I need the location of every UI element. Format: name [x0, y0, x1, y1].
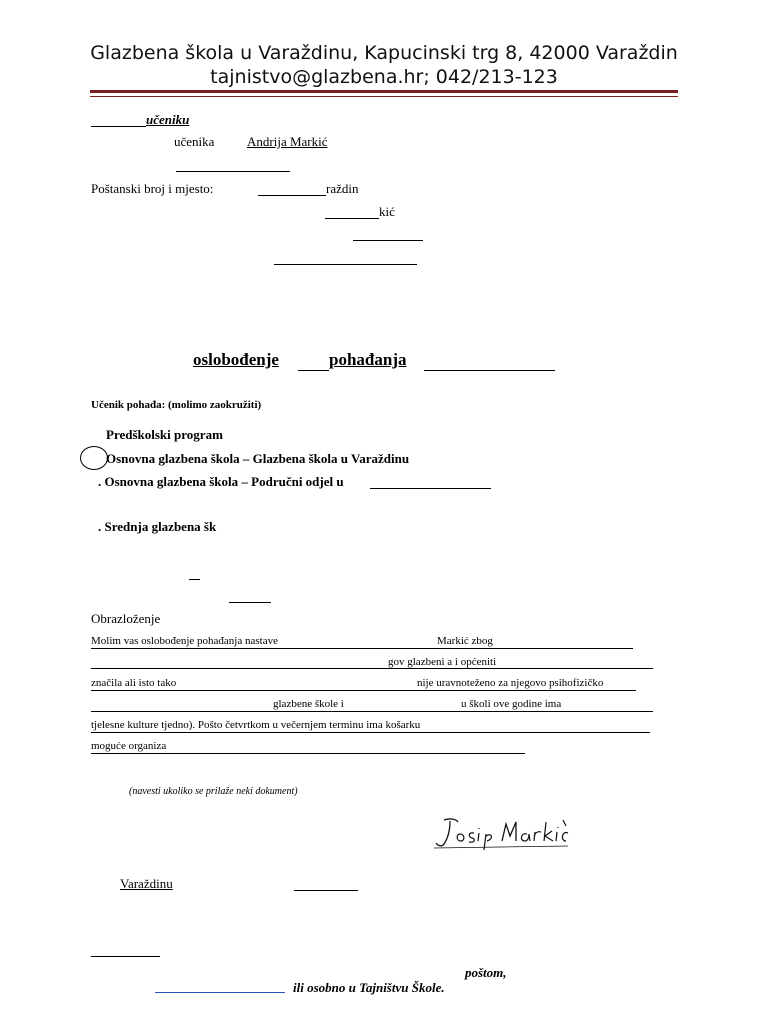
- blue-link-line: [155, 992, 285, 993]
- explanation-line-3b: nije uravnoteženo za njegovo psihofizičko: [417, 677, 604, 689]
- student-name-label: učenika: [174, 134, 215, 149]
- attachment-note: (navesti ukoliko se prilaže neki dokument): [129, 786, 298, 797]
- handwritten-signature: [430, 810, 570, 854]
- option-preschool: Predškolski program: [106, 427, 223, 442]
- blank-line: [189, 579, 200, 580]
- student-name-value: Andrija Markić: [247, 134, 328, 149]
- explanation-line-5: tjelesne kulture tjedno). Pošto četvrtkom u večernjem terminu ima košarku: [91, 719, 421, 731]
- option-secondary: . Srednja glazbena šk: [98, 519, 217, 534]
- title-underline: [424, 370, 555, 371]
- writing-line: [91, 690, 636, 691]
- explanation-line-2: gov glazbeni a i općeniti: [388, 656, 497, 668]
- header-address: Glazbena škola u Varaždinu, Kapucinski trg 8, 42000 Varaždin: [90, 42, 678, 64]
- header-divider-thin: [90, 96, 678, 97]
- student-heading: učeniku: [146, 112, 190, 127]
- explanation-heading: Obrazloženje: [91, 611, 161, 626]
- attendance-label: Učenik pohađa: (molimo zaokružiti): [91, 399, 262, 411]
- selection-circle: [80, 446, 108, 470]
- option-primary-branch: . Osnovna glazbena škola – Područni odjel u: [98, 474, 344, 489]
- header-divider: [90, 90, 678, 93]
- document-title-left: oslobođenje: [193, 350, 279, 369]
- blank-line: [229, 602, 271, 603]
- option-primary-main: Osnovna glazbena škola – Glazbena škola u Varaždinu: [106, 451, 410, 466]
- blank-line: [176, 171, 290, 172]
- explanation-line-3a: značila ali isto tako: [91, 677, 177, 689]
- date-line: [294, 890, 358, 891]
- blank-line: [91, 956, 160, 957]
- explanation-line-1a: Molim vas oslobođenje pohađanja nastave: [91, 635, 278, 647]
- writing-line: [91, 648, 633, 649]
- blank-line: [353, 240, 423, 241]
- writing-line: [91, 732, 650, 733]
- signature-text: [430, 810, 431, 811]
- delivery-post: poštom,: [465, 965, 507, 980]
- writing-line: [91, 668, 653, 669]
- document-title-right: pohađanja: [329, 350, 407, 369]
- explanation-line-6: moguće organiza: [91, 740, 167, 752]
- header-contact: tajnistvo@glazbena.hr; 042/213-123: [210, 66, 558, 88]
- explanation-line-4b: u školi ove godine ima: [461, 698, 562, 710]
- writing-line: [91, 711, 653, 712]
- postal-label: Poštanski broj i mjesto:: [91, 181, 214, 196]
- writing-line: [91, 753, 525, 754]
- surname-fragment: kić: [379, 204, 395, 219]
- explanation-line-1b: Markić zbog: [437, 635, 493, 647]
- explanation-line-4a: glazbene škole i: [273, 698, 344, 710]
- blank-line: [325, 218, 379, 219]
- place-value: Varaždinu: [120, 876, 173, 891]
- blank-line: [274, 264, 417, 265]
- blank-line: [370, 488, 491, 489]
- postal-value: raždin: [326, 181, 359, 196]
- blank-line: [91, 126, 146, 127]
- delivery-in-person: ili osobno u Tajništvu Škole.: [293, 980, 445, 995]
- blank-line: [258, 195, 326, 196]
- title-underline: [298, 370, 329, 371]
